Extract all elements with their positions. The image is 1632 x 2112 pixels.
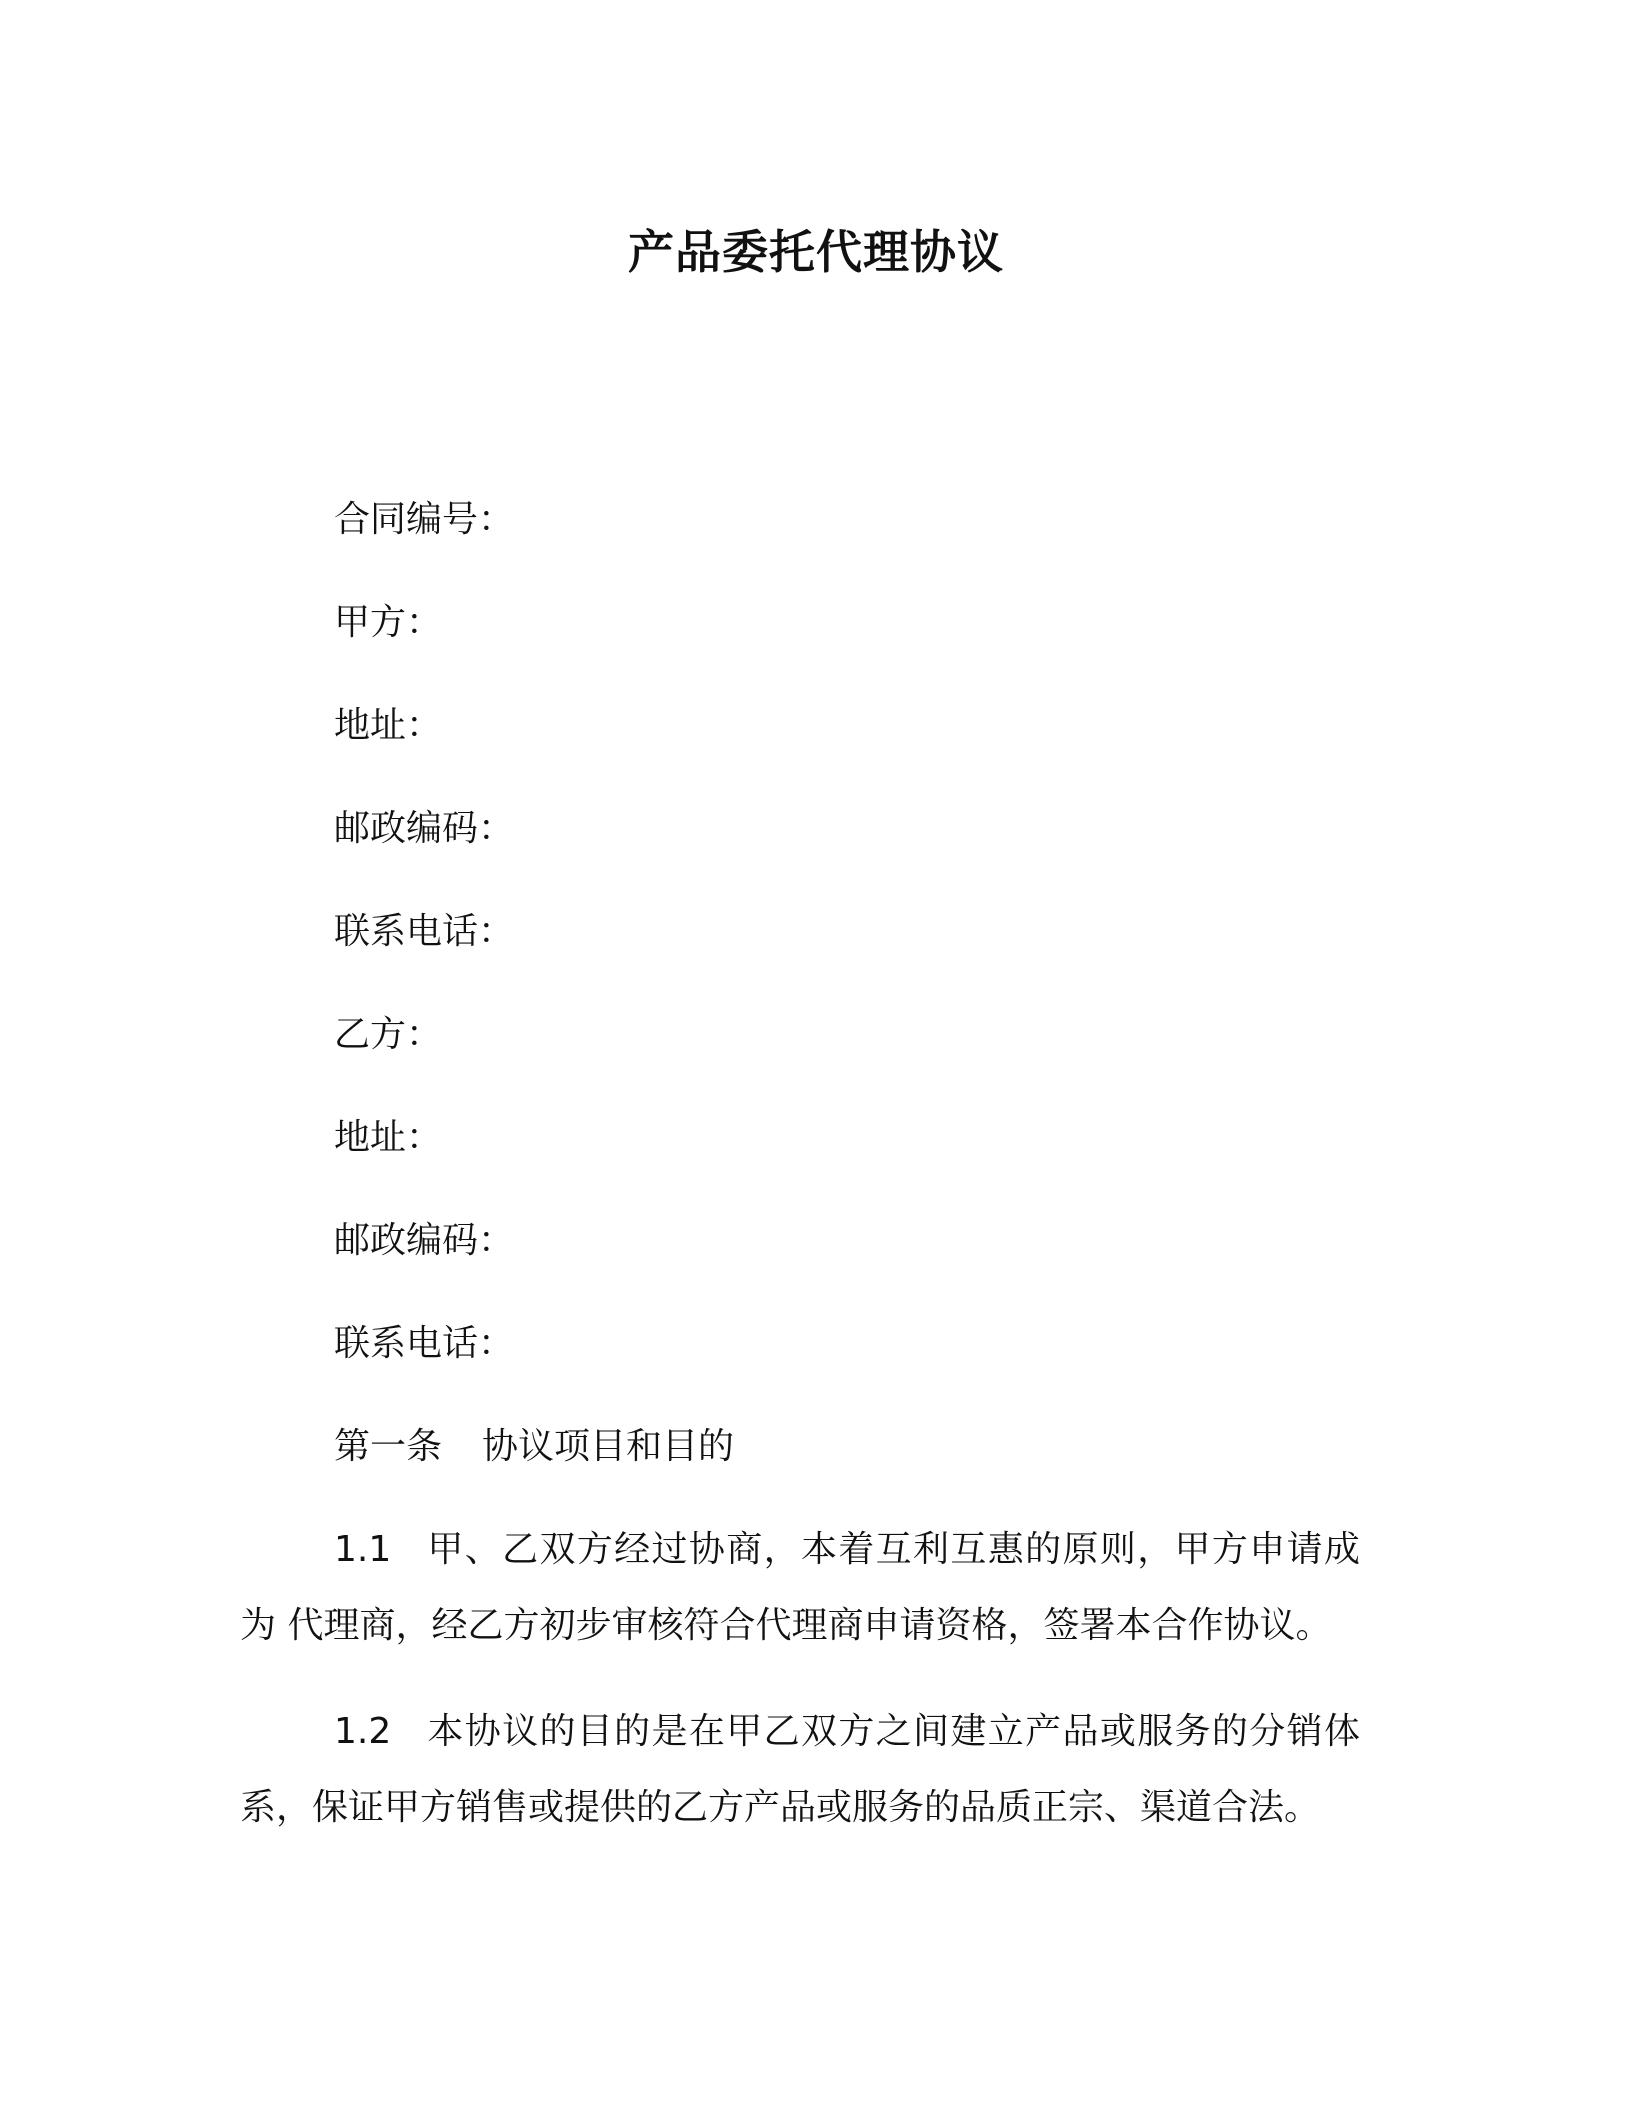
clause-1-1 bbox=[240, 1512, 1360, 1664]
article-1-title: 协议项目和目的 bbox=[482, 1426, 735, 1467]
clause-1-2 bbox=[240, 1694, 1360, 1846]
contract-number-label: 合同编号： bbox=[334, 499, 515, 540]
document-title: 产品委托代理协议 bbox=[628, 225, 1004, 279]
party-b-label: 乙方： bbox=[334, 1014, 443, 1055]
party-b-address-label: 地址： bbox=[334, 1117, 443, 1158]
clause-1-1-number: 1.1 bbox=[334, 1529, 392, 1570]
clause-1-1-text: 甲、乙双方经过协商，本着互利互惠的原则，甲方申请成为 代理商，经乙方初步审核符合代理商申请资格，签署本合作协议。 bbox=[240, 1529, 1360, 1646]
party-b-postcode-label: 邮政编码： bbox=[334, 1220, 515, 1261]
article-1-heading bbox=[334, 1423, 734, 1471]
article-1-number: 第一条 bbox=[334, 1426, 443, 1467]
clause-1-2-number: 1.2 bbox=[334, 1711, 392, 1752]
party-a-label: 甲方： bbox=[334, 602, 443, 643]
party-a-address-label: 地址： bbox=[334, 705, 443, 746]
party-b-phone-label: 联系电话： bbox=[334, 1323, 515, 1364]
party-a-postcode-label: 邮政编码： bbox=[334, 808, 515, 849]
party-a-phone-label: 联系电话： bbox=[334, 911, 515, 952]
clause-1-2-text: 本协议的目的是在甲乙双方之间建立产品或服务的分销体系，保证甲方销售或提供的乙方产品或服务的品质正宗、渠道合法。 bbox=[240, 1711, 1360, 1828]
